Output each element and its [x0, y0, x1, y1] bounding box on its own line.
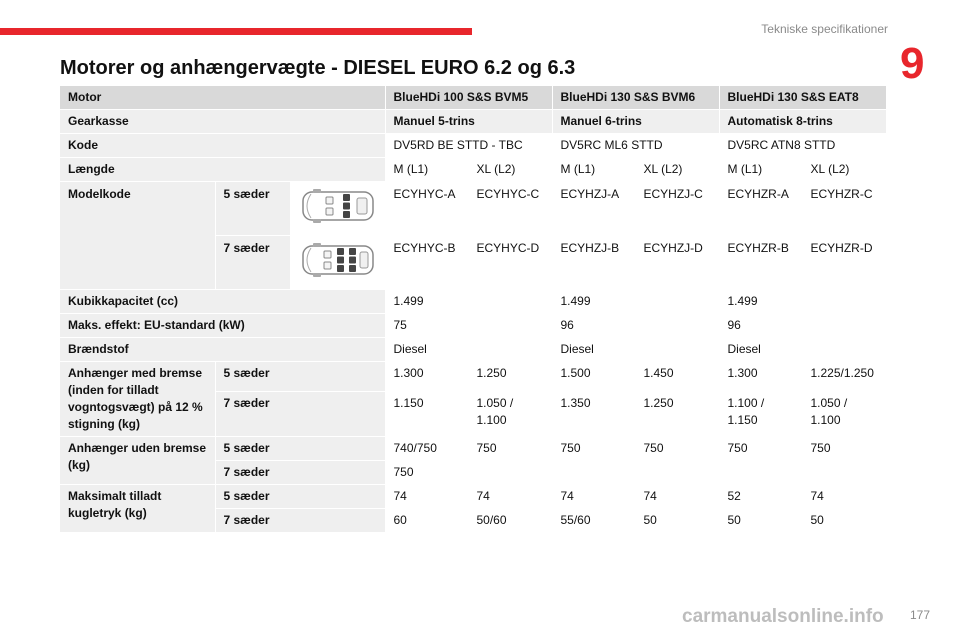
nose-weight-cell: 74	[385, 485, 468, 509]
row-label-unbraked-trailer: Anhænger uden bremse (kg)	[60, 437, 215, 485]
nose-weight-cell: 74	[552, 485, 635, 509]
nose-weight-cell: 50/60	[468, 509, 552, 533]
model-code-cell: ECYHYC-A	[385, 182, 468, 236]
length-cell: XL (L2)	[635, 158, 719, 182]
capacity-cell: 1.499	[552, 290, 719, 314]
seats-5-label: 5 sæder	[215, 485, 385, 509]
row-label-power: Maks. effekt: EU-standard (kW)	[60, 314, 385, 338]
unbraked-cell: 750	[552, 437, 635, 485]
model-code-cell: ECYHZJ-A	[552, 182, 635, 236]
fuel-cell: Diesel	[385, 338, 552, 362]
nose-weight-cell: 50	[635, 509, 719, 533]
table-row	[60, 86, 886, 110]
braked-cell: 1.050 / 1.100	[468, 392, 552, 437]
table-row	[60, 182, 886, 236]
nose-weight-cell: 60	[385, 509, 468, 533]
row-label-model-code: Modelkode	[60, 182, 215, 290]
unbraked-cell: 750	[802, 437, 886, 485]
table-row	[60, 485, 886, 509]
engine-header: BlueHDi 130 S&S EAT8	[719, 86, 886, 110]
unbraked-cell: 750	[385, 461, 468, 485]
section-label: Tekniske specifikationer	[761, 22, 888, 36]
power-cell: 75	[385, 314, 552, 338]
model-code-cell: ECYHZR-D	[802, 236, 886, 290]
braked-cell: 1.050 / 1.100	[802, 392, 886, 437]
gearbox-cell: Manuel 5-trins	[385, 110, 552, 134]
unbraked-cell: 740/750	[385, 437, 468, 461]
chapter-number: 9	[900, 39, 925, 88]
braked-cell: 1.300	[385, 362, 468, 392]
length-cell: M (L1)	[719, 158, 802, 182]
table-row	[60, 110, 886, 134]
braked-cell: 1.150	[385, 392, 468, 437]
model-code-cell: ECYHZR-A	[719, 182, 802, 236]
braked-cell: 1.450	[635, 362, 719, 392]
row-label-nose-weight: Maksimalt tilladt kugletryk (kg)	[60, 485, 215, 533]
row-label-gearbox: Gearkasse	[60, 110, 385, 134]
engine-header: BlueHDi 100 S&S BVM5	[385, 86, 552, 110]
table-row	[60, 437, 886, 461]
nose-weight-cell: 50	[719, 509, 802, 533]
car-5-seats-icon-svg	[299, 186, 377, 226]
table-row	[60, 134, 886, 158]
length-cell: XL (L2)	[468, 158, 552, 182]
code-cell: DV5RD BE STTD - TBC	[385, 134, 552, 158]
header-accent-bar	[0, 28, 472, 35]
watermark: carmanualsonline.info	[682, 606, 884, 627]
gearbox-cell: Manuel 6-trins	[552, 110, 719, 134]
table-row	[60, 290, 886, 314]
nose-weight-cell: 50	[802, 509, 886, 533]
code-cell: DV5RC ATN8 STTD	[719, 134, 886, 158]
row-label-capacity: Kubikkapacitet (cc)	[60, 290, 385, 314]
braked-cell: 1.100 / 1.150	[719, 392, 802, 437]
row-label-braked-trailer: Anhænger med bremse (inden for tilladt vogntogsvægt) på 12 % stigning (kg)	[60, 362, 215, 437]
seats-7-label: 7 sæder	[215, 461, 385, 485]
row-label-code: Kode	[60, 134, 385, 158]
unbraked-cell: 750	[635, 437, 719, 485]
unbraked-cell: 750	[468, 437, 552, 485]
braked-cell: 1.250	[468, 362, 552, 392]
nose-weight-cell: 74	[635, 485, 719, 509]
seats-7-label: 7 sæder	[215, 392, 385, 437]
length-cell: M (L1)	[385, 158, 468, 182]
engine-header: BlueHDi 130 S&S BVM6	[552, 86, 719, 110]
engine-spec-table	[60, 86, 887, 533]
model-code-cell: ECYHYC-D	[468, 236, 552, 290]
nose-weight-cell: 74	[802, 485, 886, 509]
car-7-seats-icon	[290, 236, 385, 290]
seats-5-label: 5 sæder	[215, 362, 385, 392]
model-code-cell: ECYHZJ-C	[635, 182, 719, 236]
seats-5-label: 5 sæder	[215, 437, 385, 461]
seats-5-label: 5 sæder	[215, 182, 290, 236]
model-code-cell: ECYHZJ-B	[552, 236, 635, 290]
row-label-fuel: Brændstof	[60, 338, 385, 362]
model-code-cell: ECYHZR-B	[719, 236, 802, 290]
capacity-cell: 1.499	[385, 290, 552, 314]
length-cell: XL (L2)	[802, 158, 886, 182]
page-title: Motorer og anhængervægte - DIESEL EURO 6.2 og 6.3	[60, 57, 576, 79]
braked-cell: 1.225/1.250	[802, 362, 886, 392]
gearbox-cell: Automatisk 8-trins	[719, 110, 886, 134]
fuel-cell: Diesel	[719, 338, 886, 362]
capacity-cell: 1.499	[719, 290, 886, 314]
code-cell: DV5RC ML6 STTD	[552, 134, 719, 158]
row-label-length: Længde	[60, 158, 385, 182]
seats-7-label: 7 sæder	[215, 236, 290, 290]
table-row	[60, 158, 886, 182]
braked-cell: 1.500	[552, 362, 635, 392]
braked-cell: 1.250	[635, 392, 719, 437]
table-row	[60, 362, 886, 392]
braked-cell: 1.350	[552, 392, 635, 437]
car-5-seats-icon	[290, 182, 385, 236]
nose-weight-cell: 52	[719, 485, 802, 509]
table-row	[60, 338, 886, 362]
model-code-cell: ECYHYC-B	[385, 236, 468, 290]
fuel-cell: Diesel	[552, 338, 719, 362]
length-cell: M (L1)	[552, 158, 635, 182]
model-code-cell: ECYHZJ-D	[635, 236, 719, 290]
model-code-cell: ECYHYC-C	[468, 182, 552, 236]
row-label-motor: Motor	[60, 86, 385, 110]
page-number: 177	[909, 608, 930, 622]
table-row	[60, 314, 886, 338]
braked-cell: 1.300	[719, 362, 802, 392]
unbraked-cell: 750	[719, 437, 802, 485]
seats-7-label: 7 sæder	[215, 509, 385, 533]
model-code-cell: ECYHZR-C	[802, 182, 886, 236]
car-7-seats-icon-svg	[299, 240, 377, 280]
nose-weight-cell: 55/60	[552, 509, 635, 533]
nose-weight-cell: 74	[468, 485, 552, 509]
power-cell: 96	[552, 314, 719, 338]
power-cell: 96	[719, 314, 886, 338]
